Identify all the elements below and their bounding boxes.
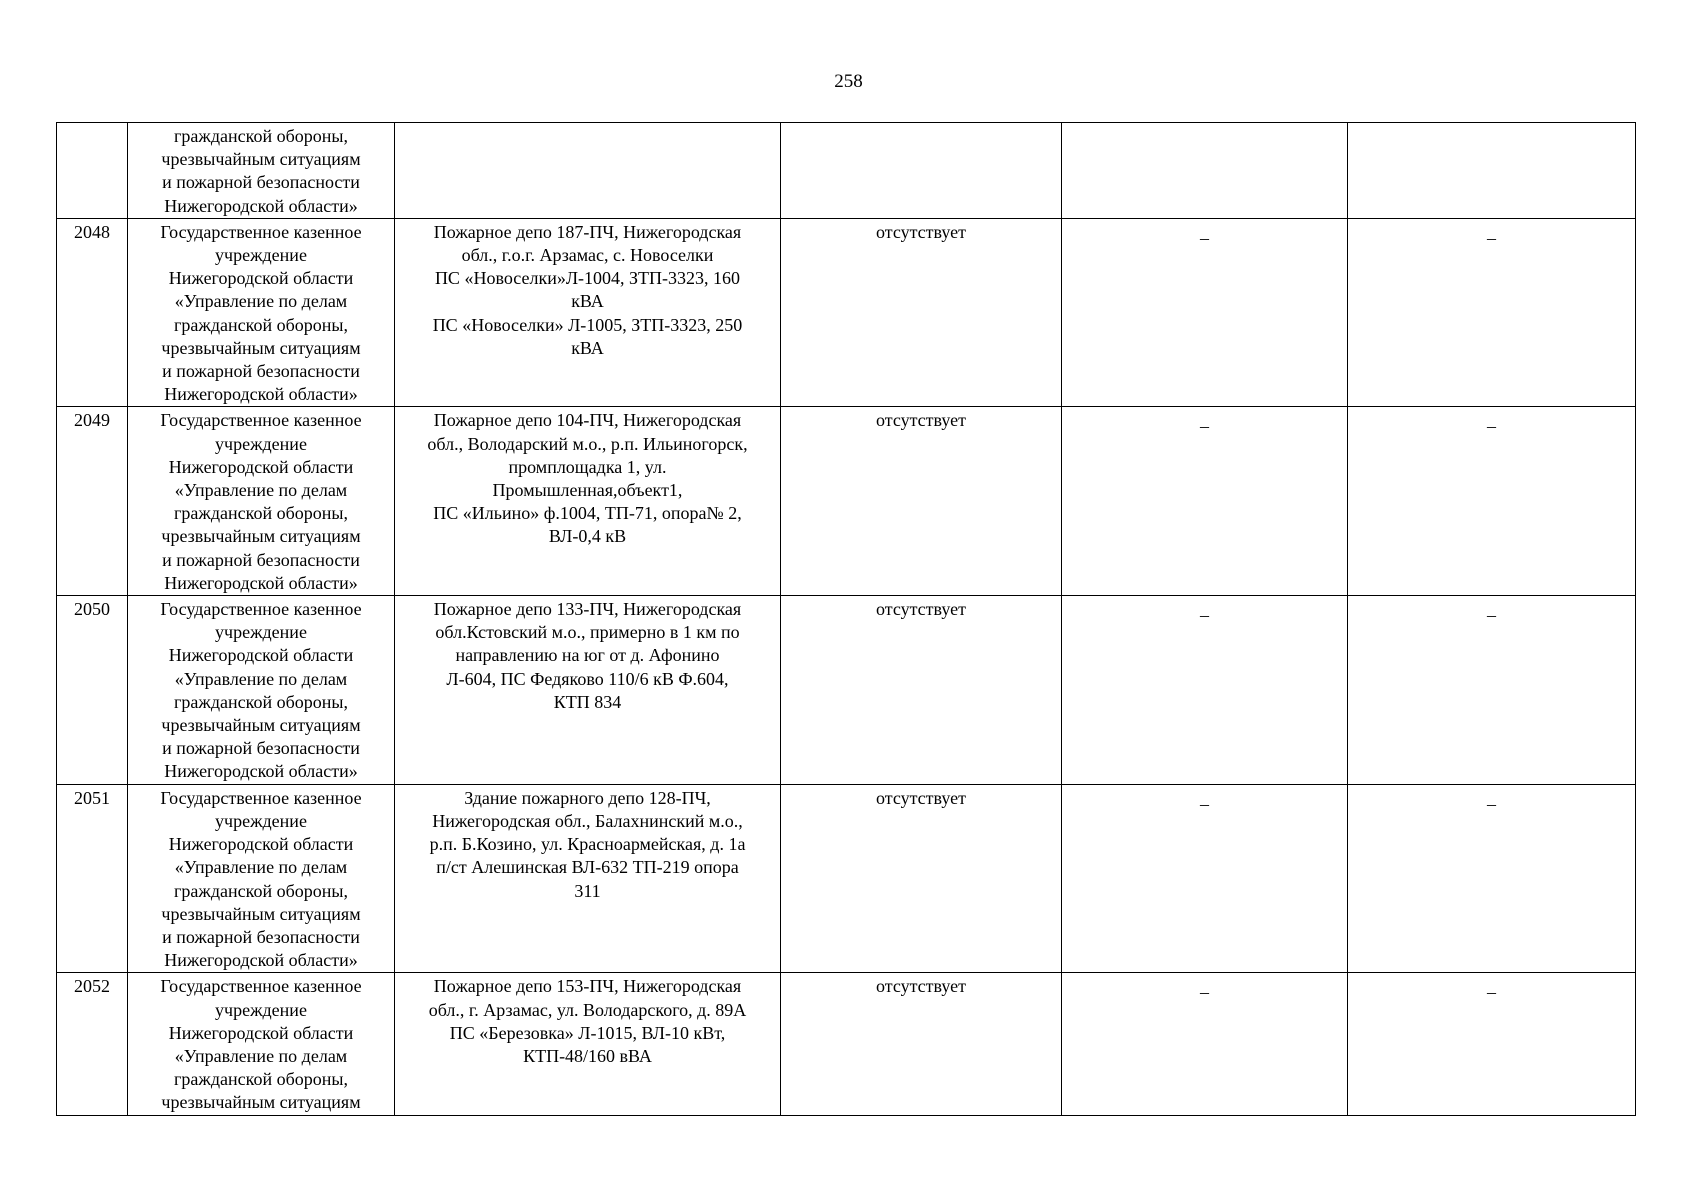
address-cell — [395, 784, 781, 973]
row-number-cell: 2048 — [57, 218, 128, 407]
organization-line: Нижегородской области» — [164, 950, 358, 971]
column-5-cell — [1062, 407, 1348, 596]
organization-line: чрезвычайным ситуациям — [161, 1092, 361, 1113]
address-cell — [395, 596, 781, 785]
column-5-cell — [1062, 784, 1348, 973]
organization-line: «Управление по делам — [174, 1045, 348, 1066]
organization-line: Государственное казенное — [160, 599, 362, 620]
dash-value: – — [1200, 227, 1209, 248]
organization-line: Нижегородской области — [168, 456, 354, 477]
address-line: кВА — [571, 337, 604, 358]
organization-line: и пожарной безопасности — [162, 361, 360, 382]
address-line: обл., Володарский м.о., р.п. Ильиногорск, — [427, 433, 748, 454]
organization-line: чрезвычайным ситуациям — [161, 337, 361, 358]
address-line: р.п. Б.Козино, ул. Красноармейская, д. 1а — [429, 834, 746, 855]
organization-line: и пожарной безопасности — [162, 738, 360, 759]
dash-value: – — [1200, 793, 1209, 814]
address-line: ПС «Березовка» Л-1015, ВЛ-10 кВт, — [449, 1022, 726, 1043]
column-5-cell — [1062, 596, 1348, 785]
address-line: КТП 834 — [553, 691, 622, 712]
registry-table — [56, 122, 1636, 1116]
address-line: ПС «Ильино» ф.1004, ТП-71, опора№ 2, — [433, 503, 742, 524]
organization-line: гражданской обороны, — [174, 691, 348, 712]
address-cell — [395, 407, 781, 596]
organization-line: гражданской обороны, — [174, 126, 348, 146]
organization-line: Государственное казенное — [160, 787, 362, 808]
address-line: Здание пожарного депо 128-ПЧ, — [464, 787, 711, 808]
status-cell — [781, 123, 1062, 219]
dash-value: – — [1200, 605, 1209, 626]
address-line: ПС «Новоселки» Л-1005, ЗТП-3323, 250 — [432, 314, 743, 335]
organization-line: и пожарной безопасности — [162, 926, 360, 947]
address-cell — [395, 123, 781, 219]
address-cell — [395, 218, 781, 407]
organization-line: Нижегородской области — [168, 268, 354, 289]
row-number-cell: 2051 — [57, 784, 128, 973]
organization-line: гражданской обороны, — [174, 880, 348, 901]
address-line: Пожарное депо 187-ПЧ, Нижегородская — [433, 221, 742, 242]
organization-line: чрезвычайным ситуациям — [161, 715, 361, 736]
organization-line: чрезвычайным ситуациям — [161, 526, 361, 547]
organization-line: учреждение — [215, 999, 307, 1020]
address-line: ВЛ-0,4 кВ — [548, 526, 627, 547]
organization-line: «Управление по делам — [174, 857, 348, 878]
dash-value: – — [1200, 982, 1209, 1003]
column-6-cell — [1348, 596, 1636, 785]
organization-line: гражданской обороны, — [174, 1069, 348, 1090]
organization-line: и пожарной безопасности — [162, 172, 360, 193]
table-row — [57, 407, 1636, 596]
table-row — [57, 123, 1636, 219]
dash-value: – — [1487, 416, 1496, 437]
status-cell: отсутствует — [781, 407, 1062, 596]
address-line: Нижегородская обл., Балахнинский м.о., — [432, 810, 743, 831]
organization-line: учреждение — [215, 622, 307, 643]
organization-cell — [128, 218, 395, 407]
dash-value: – — [1487, 793, 1496, 814]
organization-line: чрезвычайным ситуациям — [161, 903, 361, 924]
organization-line: Нижегородской области» — [164, 195, 358, 216]
column-6-cell — [1348, 218, 1636, 407]
dash-value: – — [1487, 605, 1496, 626]
address-line: направлению на юг от д. Афонино — [455, 645, 720, 666]
table-row — [57, 973, 1636, 1115]
organization-cell — [128, 407, 395, 596]
dash-value: – — [1487, 982, 1496, 1003]
address-line: Л-604, ПС Федяково 110/6 кВ Ф.604, — [446, 668, 729, 689]
address-line: Пожарное депо 133-ПЧ, Нижегородская — [433, 599, 742, 620]
organization-line: учреждение — [215, 433, 307, 454]
organization-line: «Управление по делам — [174, 480, 348, 501]
column-5-cell — [1062, 218, 1348, 407]
organization-line: Нижегородской области — [168, 645, 354, 666]
address-line: КТП-48/160 вВА — [523, 1045, 652, 1066]
address-line: п/ст Алешинская ВЛ-632 ТП-219 опора — [436, 857, 739, 878]
address-line: Пожарное депо 104-ПЧ, Нижегородская — [433, 410, 742, 431]
address-line: промплощадка 1, ул. — [508, 456, 667, 477]
organization-line: «Управление по делам — [174, 668, 348, 689]
organization-line: Нижегородской области» — [164, 384, 358, 405]
organization-line: Нижегородской области» — [164, 572, 358, 593]
table-row — [57, 596, 1636, 785]
address-line: Промышленная,объект1, — [492, 480, 683, 501]
status-cell: отсутствует — [781, 596, 1062, 785]
organization-line: гражданской обороны, — [174, 314, 348, 335]
status-cell: отсутствует — [781, 218, 1062, 407]
address-line: обл.Кстовский м.о., примерно в 1 км по — [435, 622, 740, 643]
organization-line: Нижегородской области» — [164, 761, 358, 782]
organization-cell — [128, 784, 395, 973]
address-line: кВА — [571, 291, 604, 312]
organization-line: Государственное казенное — [160, 410, 362, 431]
column-6-cell — [1348, 123, 1636, 219]
row-number-cell: 2052 — [57, 973, 128, 1115]
organization-line: Нижегородской области — [168, 834, 354, 855]
organization-line: Государственное казенное — [160, 221, 362, 242]
column-6-cell — [1348, 973, 1636, 1115]
column-5-cell — [1062, 973, 1348, 1115]
organization-cell — [128, 596, 395, 785]
status-cell: отсутствует — [781, 784, 1062, 973]
organization-line: чрезвычайным ситуациям — [161, 149, 361, 170]
organization-cell — [128, 123, 395, 219]
status-cell: отсутствует — [781, 973, 1062, 1115]
dash-value — [1068, 125, 1341, 131]
row-number-cell: 2049 — [57, 407, 128, 596]
organization-line: учреждение — [215, 810, 307, 831]
dash-value — [1354, 125, 1629, 131]
column-6-cell — [1348, 784, 1636, 973]
row-number-cell — [57, 123, 128, 219]
organization-line: Нижегородской области — [168, 1022, 354, 1043]
address-line: ПС «Новоселки»Л-1004, ЗТП-3323, 160 — [434, 268, 741, 289]
address-line: 311 — [574, 880, 601, 901]
address-line: обл., г. Арзамас, ул. Володарского, д. 89А — [428, 999, 747, 1020]
organization-cell — [128, 973, 395, 1115]
organization-line: и пожарной безопасности — [162, 549, 360, 570]
dash-value: – — [1487, 227, 1496, 248]
table-row — [57, 218, 1636, 407]
address-line: обл., г.о.г. Арзамас, с. Новоселки — [461, 245, 714, 266]
column-6-cell — [1348, 407, 1636, 596]
organization-line: Государственное казенное — [160, 976, 362, 997]
column-5-cell — [1062, 123, 1348, 219]
address-cell — [395, 973, 781, 1115]
table-row — [57, 784, 1636, 973]
row-number-cell: 2050 — [57, 596, 128, 785]
organization-line: гражданской обороны, — [174, 503, 348, 524]
address-line: Пожарное депо 153-ПЧ, Нижегородская — [433, 976, 742, 997]
page-number: 258 — [834, 71, 863, 92]
organization-line: «Управление по делам — [174, 291, 348, 312]
dash-value: – — [1200, 416, 1209, 437]
organization-line: учреждение — [215, 245, 307, 266]
